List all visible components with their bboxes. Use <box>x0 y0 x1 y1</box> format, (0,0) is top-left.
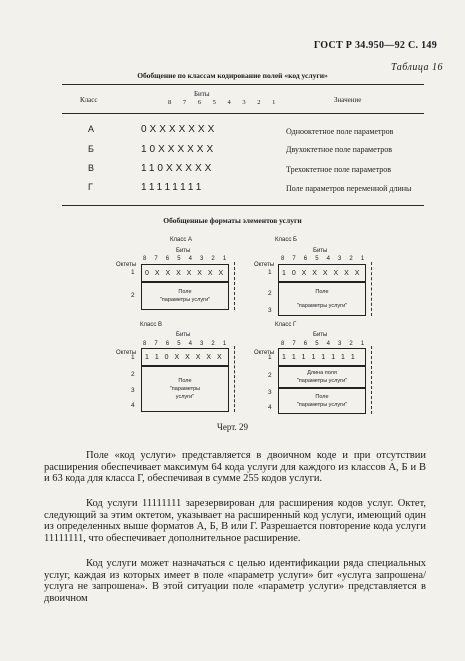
diagram-class-label: Класс Г <box>275 322 297 328</box>
diagram-bit-numbers: 8 7 6 5 4 3 2 1 <box>281 256 368 262</box>
field-line: "параметры <box>169 386 201 392</box>
diagram-dashed-line <box>371 346 372 414</box>
diagram-parameter-field <box>278 388 366 414</box>
diagram-row-number: 2 <box>268 372 272 379</box>
diagram-parameter-field <box>141 282 229 310</box>
field-line: "параметры услуги" <box>296 378 348 384</box>
table-cell-class: Г <box>88 182 93 192</box>
table-bottom-rule <box>62 205 424 206</box>
table-cell-class: А <box>88 124 95 134</box>
diagram-class-label: Класс В <box>140 322 163 328</box>
table-cell-meaning: Поле параметров переменной длины <box>286 184 412 193</box>
table-header-bits: Биты <box>194 90 210 98</box>
table-cell-code: 11111111 <box>141 182 205 193</box>
paragraph <box>44 558 426 604</box>
figure-caption: Черт. 29 <box>217 422 248 432</box>
paragraph-text: Поле «код услуги» представляется в двоичном коде и при отсутствии расширения обеспечивает максимум 64 кода услуги для каждого из классов А, Б и В и 63 кода для класса Г, обеспечивая в сумме 255 кодов услуги. <box>44 450 426 484</box>
table-title: Обобщение по классам кодирование полей «код услуги» <box>137 71 328 80</box>
diagram-bits-label: Биты <box>176 248 191 254</box>
diagram-octets-label: Октеты <box>116 350 137 356</box>
diagram-octets-label: Октеты <box>116 262 137 268</box>
diagram-octets-label: Октеты <box>254 262 275 268</box>
diagram-octets-label: Октеты <box>254 350 275 356</box>
table-cell-code: 10XXXXXX <box>141 144 217 155</box>
diagram-bits-label: Биты <box>313 332 328 338</box>
figure-title: Обобщенные форматы элементов услуги <box>163 216 302 225</box>
diagram-row-number: 3 <box>131 387 135 394</box>
table-number: Таблица 16 <box>391 62 443 73</box>
page-header: ГОСТ Р 34.950—92 С. 149 <box>313 40 437 51</box>
field-line: "параметры услуги" <box>159 297 211 303</box>
diagram-bits-label: Биты <box>176 332 191 338</box>
diagram-code-cell: 1 0 X X X X X X <box>278 264 366 282</box>
diagram-parameter-field <box>141 366 229 412</box>
diagram-bits-label: Биты <box>313 248 328 254</box>
diagram-code-cell: 1 1 1 1 1 1 1 1 <box>278 348 366 366</box>
table-cell-meaning: Трехоктетное поле параметров <box>286 165 392 174</box>
table-header-class: Класс <box>80 96 98 104</box>
table-cell-code: 110XXXXX <box>141 163 215 174</box>
diagram-bit-numbers: 8 7 6 5 4 3 2 1 <box>143 341 230 347</box>
diagram-row-number: 1 <box>268 354 272 361</box>
field-line: Поле <box>178 378 192 384</box>
field-line: Длина поля <box>307 370 337 376</box>
diagram-bit-numbers: 8 7 6 5 4 3 2 1 <box>281 341 368 347</box>
diagram-bit-numbers: 8 7 6 5 4 3 2 1 <box>143 256 230 262</box>
table-header-bit-numbers: 8 7 6 5 4 3 2 1 <box>168 99 281 106</box>
field-line: "параметры услуги" <box>296 402 348 408</box>
paragraph-text: Код услуги 11111111 зарезервирован для расширения кодов услуг. Октет, следующий за этим октетом, указывает на расширенный код услуги, имеющий один из определенных выше форматов А, Б, В или Г. Разрешается повторение кода услуги 11111111, что обеспечивает дополнительное расширение. <box>44 498 426 544</box>
diagram-row-number: 4 <box>131 402 135 409</box>
diagram-row-number: 1 <box>131 269 135 276</box>
table-cell-meaning: Однооктетное поле параметров <box>286 127 394 136</box>
diagram-dashed-line <box>234 346 235 412</box>
table-cell-class: В <box>88 163 95 173</box>
diagram-row-number: 4 <box>268 404 272 411</box>
paragraph-text: Код услуги может назначаться с целью идентификации ряда специальных услуг, каждая из которых имеет в поле «параметр услуги» бит «услуга запрошена/услуга не запрошена». В этой ситуации поле «параметр услуги» представляется в двоичном <box>44 558 426 604</box>
table-header-rule <box>62 113 424 114</box>
diagram-class-label: Класс А <box>170 237 193 243</box>
table-top-rule <box>62 84 424 85</box>
diagram-row-number: 2 <box>268 290 272 297</box>
paragraph <box>44 498 426 544</box>
table-cell-class: Б <box>88 144 94 154</box>
diagram-row-number: 2 <box>131 292 135 299</box>
diagram-row-number: 1 <box>268 269 272 276</box>
diagram-row-number: 1 <box>131 354 135 361</box>
field-line: услуги" <box>175 394 195 400</box>
table-cell-meaning: Двухоктетное поле параметров <box>286 145 392 154</box>
field-line: Поле <box>315 289 329 295</box>
diagram-parameter-field <box>278 282 366 316</box>
field-line: Поле <box>178 289 192 295</box>
diagram-code-cell: 0 X X X X X X X <box>141 264 229 282</box>
diagram-length-field <box>278 366 366 388</box>
diagram-row-number: 3 <box>268 389 272 396</box>
diagram-row-number: 2 <box>131 371 135 378</box>
table-cell-code: 0XXXXXXX <box>141 124 218 135</box>
diagram-code-cell: 1 1 0 X X X X X <box>141 348 229 366</box>
diagram-row-number: 3 <box>268 307 272 314</box>
paragraph <box>44 450 426 485</box>
field-line: Поле <box>315 394 329 400</box>
field-line: "параметры услуги" <box>296 303 348 309</box>
diagram-dashed-line <box>234 262 235 310</box>
diagram-dashed-line <box>371 262 372 316</box>
table-header-meaning: Значение <box>334 96 362 104</box>
diagram-class-label: Класс Б <box>275 237 297 243</box>
